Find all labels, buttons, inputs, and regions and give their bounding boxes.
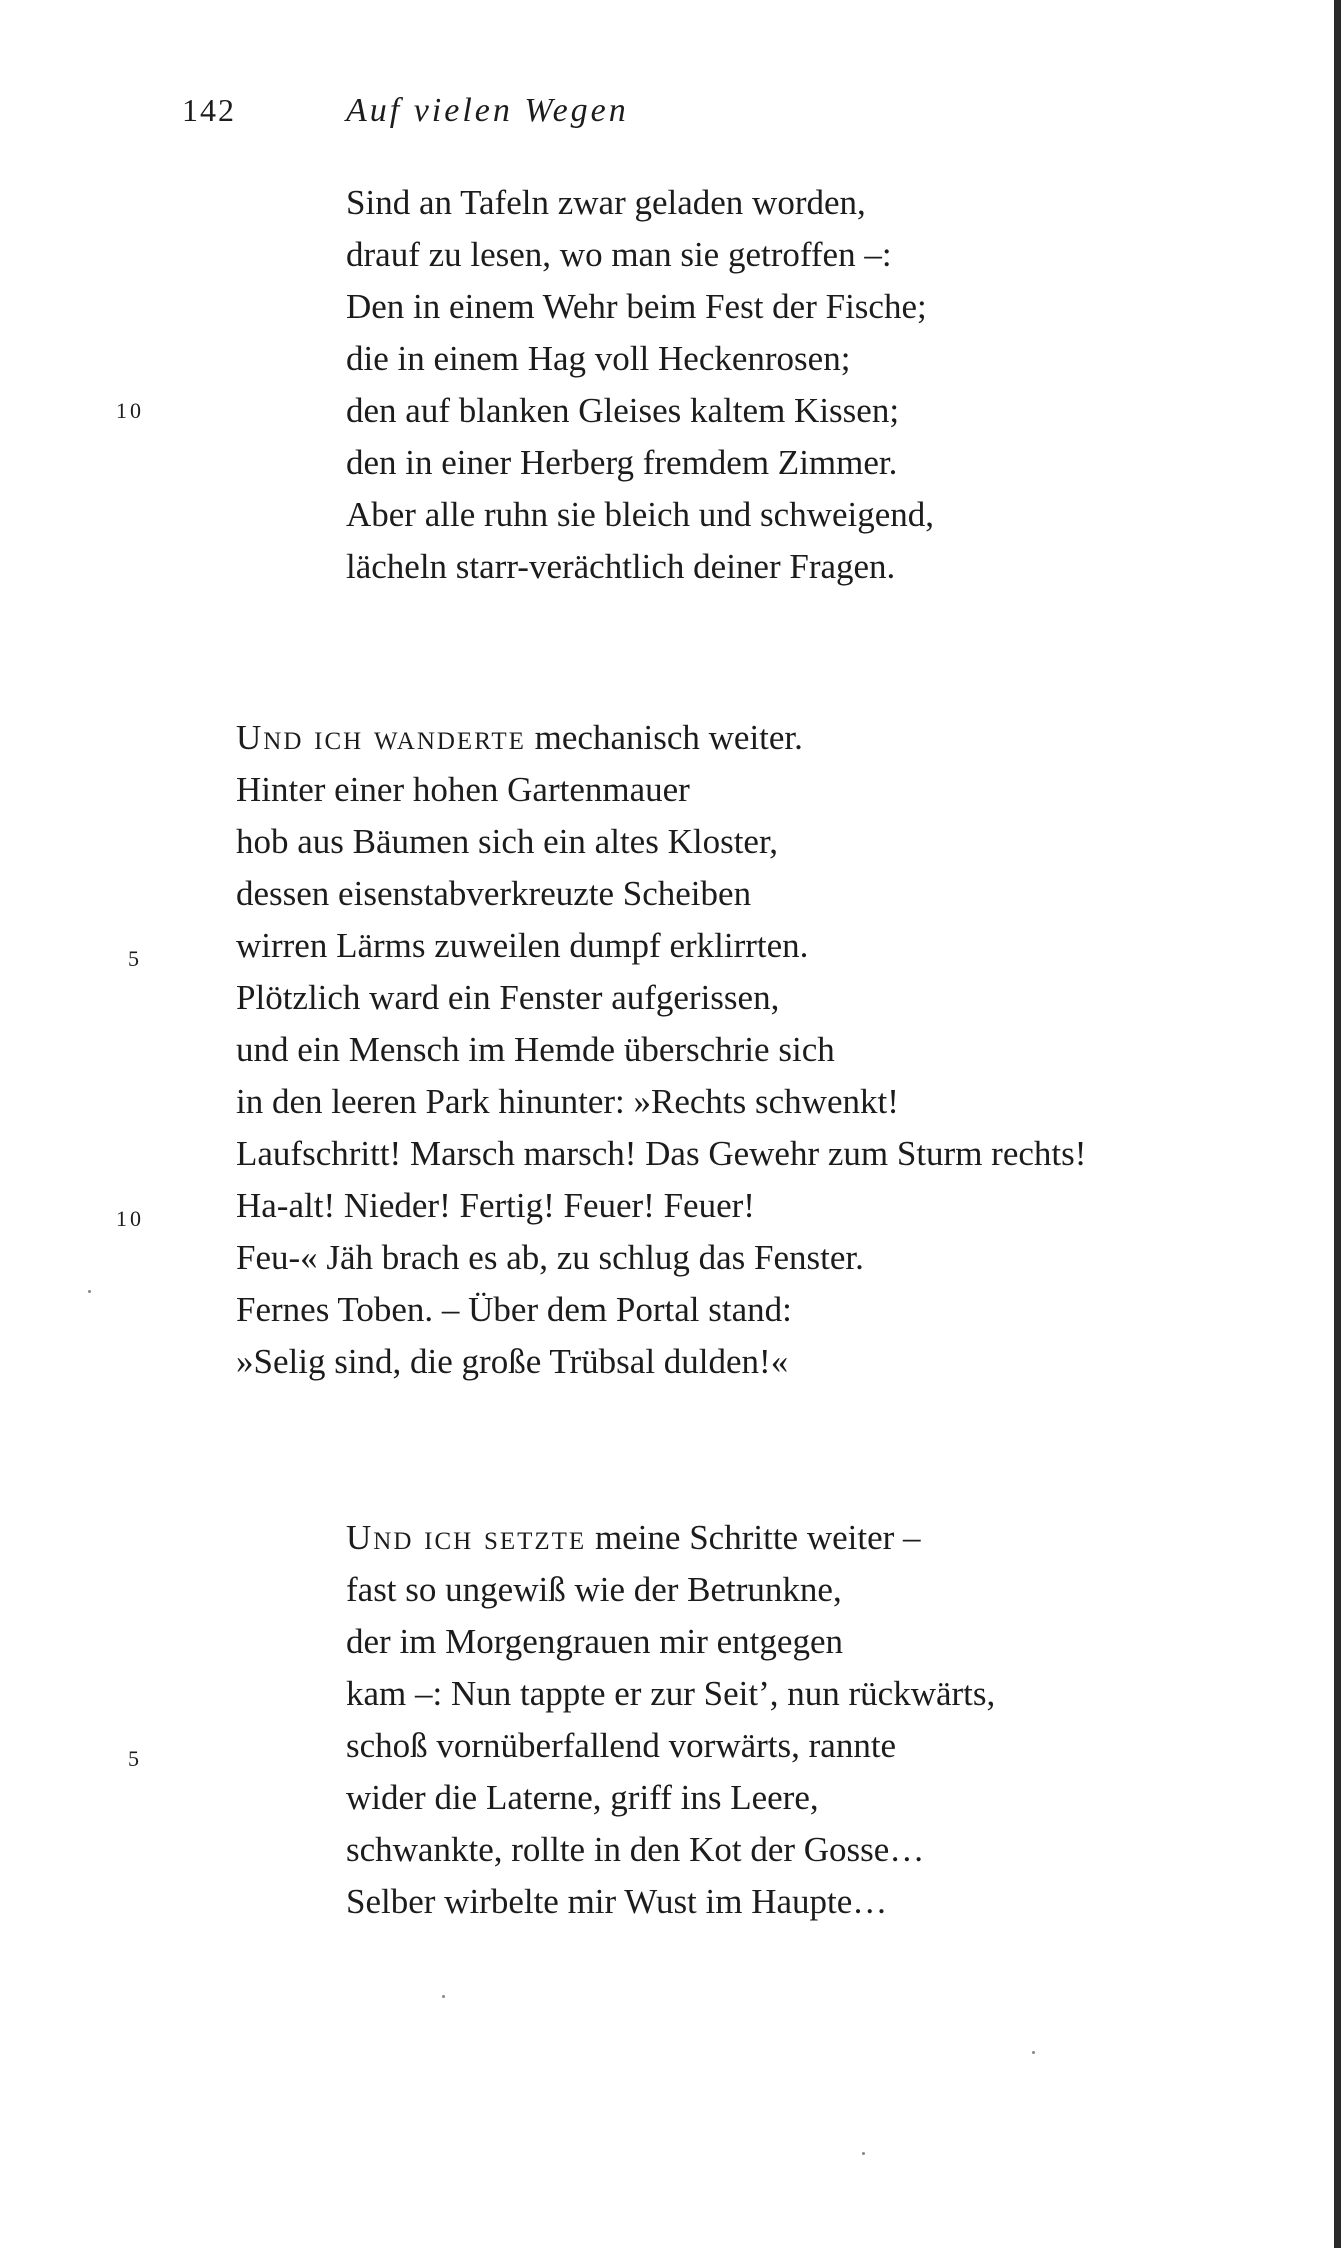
verse-line: hob aus Bäumen sich ein altes Kloster, <box>236 822 778 861</box>
verse-line: wider die Laterne, griff ins Leere, <box>346 1778 819 1817</box>
verse-line: kam –: Nun tappte er zur Seit’, nun rückwärts, <box>346 1674 996 1713</box>
verse-line: »Selig sind, die große Trübsal dulden!« <box>236 1342 789 1381</box>
verse-line: schwankte, rollte in den Kot der Gosse… <box>346 1830 925 1869</box>
stanza-2 <box>236 712 1276 1392</box>
verse-line: wirren Lärms zuweilen dumpf erklirrten. <box>236 926 809 965</box>
verse-line: drauf zu lesen, wo man sie getroffen –: <box>346 235 892 274</box>
verse-line: Laufschritt! Marsch marsch! Das Gewehr zum Sturm rechts! <box>236 1134 1087 1173</box>
verse-line: Den in einem Wehr beim Fest der Fische; <box>346 287 927 326</box>
verse-line: Sind an Tafeln zwar geladen worden, <box>346 183 866 222</box>
small-caps-opening: Und ich setzte <box>346 1518 587 1557</box>
verse-line: den auf blanken Gleises kaltem Kissen; <box>346 391 900 430</box>
verse-line: Hinter einer hohen Gartenmauer <box>236 770 690 809</box>
verse-line: Feu-« Jäh brach es ab, zu schlug das Fenster. <box>236 1238 864 1277</box>
verse-line: Fernes Toben. – Über dem Portal stand: <box>236 1290 792 1329</box>
stanza-1 <box>346 177 1146 597</box>
opening-rest: mechanisch weiter. <box>525 718 803 757</box>
verse-line: Ha-alt! Nieder! Fertig! Feuer! Feuer! <box>236 1186 755 1225</box>
verse-line: lächeln starr-verächtlich deiner Fragen. <box>346 547 896 586</box>
line-number: 5 <box>128 1746 142 1771</box>
scan-speck <box>862 2152 865 2155</box>
running-title: Auf vielen Wegen <box>346 92 629 129</box>
scan-speck <box>442 1995 445 1998</box>
verse-line: dessen eisenstabverkreuzte Scheiben <box>236 874 752 913</box>
verse-line-opening <box>346 1512 921 1564</box>
small-caps-opening: Und ich wanderte <box>236 718 526 757</box>
verse-line: und ein Mensch im Hemde überschrie sich <box>236 1030 835 1069</box>
verse-line: die in einem Hag voll Heckenrosen; <box>346 339 851 378</box>
line-number: 5 <box>128 946 142 971</box>
page-number: 142 <box>182 92 236 128</box>
opening-rest: meine Schritte weiter – <box>586 1518 921 1557</box>
verse-line: Plötzlich ward ein Fenster aufgerissen, <box>236 978 780 1017</box>
page-edge-shadow <box>1334 0 1341 2248</box>
line-number: 10 <box>116 1206 144 1231</box>
verse-line: in den leeren Park hinunter: »Rechts schwenkt! <box>236 1082 899 1121</box>
scan-speck <box>88 1290 91 1293</box>
verse-line: Aber alle ruhn sie bleich und schweigend, <box>346 495 935 534</box>
line-number: 10 <box>116 398 144 423</box>
verse-line-opening <box>236 712 803 764</box>
verse-line: fast so ungewiß wie der Betrunkne, <box>346 1570 842 1609</box>
verse-line: den in einer Herberg fremdem Zimmer. <box>346 443 898 482</box>
verse-line: Selber wirbelte mir Wust im Haupte… <box>346 1882 888 1921</box>
scan-speck <box>1032 2051 1035 2054</box>
verse-line: der im Morgengrauen mir entgegen <box>346 1622 843 1661</box>
verse-line: schoß vornüberfallend vorwärts, rannte <box>346 1726 897 1765</box>
stanza-3 <box>346 1512 1246 1932</box>
running-header <box>0 92 1300 142</box>
